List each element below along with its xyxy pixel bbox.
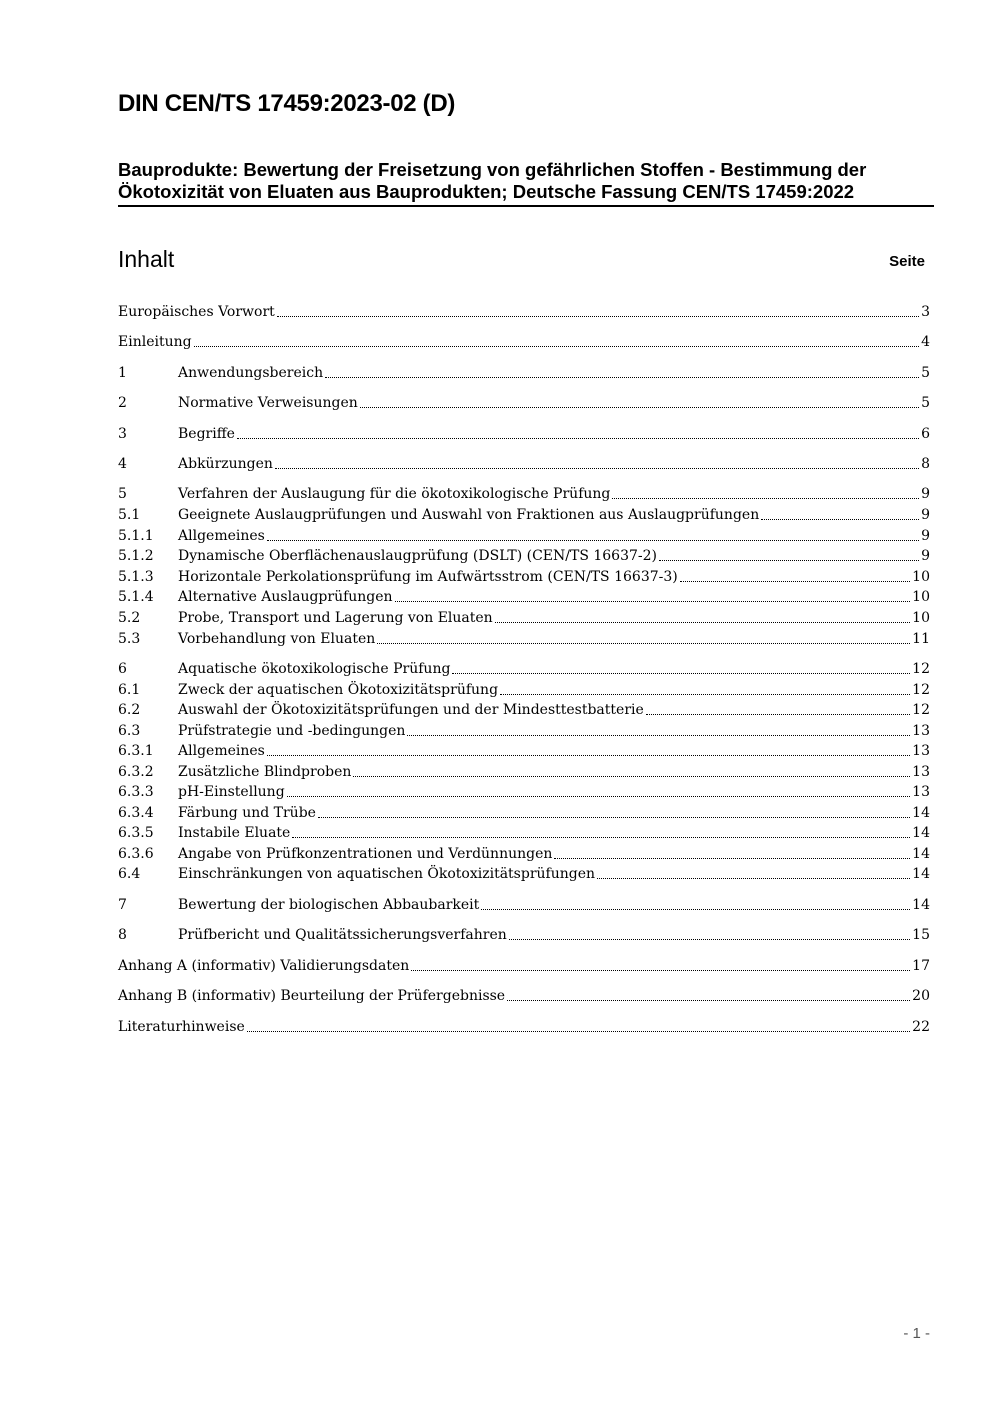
toc-entry-page: 12 [912,661,930,677]
toc-dot-leader [325,377,919,378]
toc-entry[interactable] [118,986,930,1006]
toc-entry-number: 5.1.4 [118,589,154,605]
toc-dot-leader [292,837,910,838]
toc-entry-title: Allgemeines [178,743,265,759]
toc-entry[interactable] [118,454,930,474]
toc-entry-page: 12 [912,702,930,718]
toc-entry[interactable] [118,1017,930,1037]
toc-entry-title: Prüfstrategie und -bedingungen [178,723,406,739]
toc-entry-title: Aquatische ökotoxikologische Prüfung [178,661,451,677]
toc-entry-title: Vorbehandlung von Eluaten [178,631,376,647]
toc-entry-number: 5.2 [118,610,141,626]
toc-entry[interactable] [118,659,930,679]
toc-entry[interactable] [118,424,930,444]
document-title-line-1: Bauprodukte: Bewertung der Freisetzung von gefährlichen Stoffen - Bestimmung der [118,159,867,180]
toc-entry-page: 9 [921,528,930,544]
toc-dot-leader [481,909,910,910]
title-underline [118,205,934,207]
toc-entry[interactable] [118,864,930,884]
toc-entry[interactable] [118,608,930,628]
toc-entry-title: Einschränkungen von aquatischen Ökotoxizitätsprüfungen [178,866,596,882]
toc-entry-title: Abkürzungen [178,456,273,472]
toc-entry-number: 7 [118,897,127,913]
toc-dot-leader [237,438,919,439]
toc-entry[interactable] [118,721,930,741]
toc-dot-leader [509,939,910,940]
toc-dot-leader [267,540,919,541]
toc-entry[interactable] [118,823,930,843]
toc-entry[interactable] [118,700,930,720]
toc-entry[interactable] [118,741,930,761]
toc-entry-page: 20 [912,988,930,1004]
toc-entry[interactable] [118,629,930,649]
toc-dot-leader [452,673,910,674]
toc-dot-leader [318,817,910,818]
toc-entry-number: 6.3.4 [118,805,154,821]
toc-entry-number: 6.1 [118,682,141,698]
toc-entry-page: 14 [912,825,930,841]
toc-entry[interactable] [118,484,930,504]
toc-entry-number: 3 [118,426,127,442]
toc-dot-leader [275,468,919,469]
toc-entry-number: 1 [118,365,127,381]
toc-entry[interactable] [118,567,930,587]
toc-entry-title: Verfahren der Auslaugung für die ökotoxikologische Prüfung [178,486,611,502]
toc-dot-leader [507,1000,910,1001]
toc-entry-title: Horizontale Perkolationsprüfung im Aufwärtsstrom (CEN/TS 16637-3) [178,569,678,585]
toc-dot-leader [395,601,911,602]
toc-entry-title: Zweck der aquatischen Ökotoxizitätsprüfung [178,682,499,698]
toc-dot-leader [360,407,919,408]
toc-dot-leader [495,622,910,623]
toc-entry[interactable] [118,956,930,976]
toc-entry-page: 22 [912,1019,930,1035]
toc-entry-number: 5 [118,486,127,502]
toc-entry[interactable] [118,302,930,322]
toc-entry[interactable] [118,680,930,700]
toc-entry-title: Anhang B (informativ) Beurteilung der Prüfergebnisse [118,988,506,1004]
toc-entry-title: Anwendungsbereich [178,365,324,381]
toc-entry-title: pH-Einstellung [178,784,285,800]
toc-entry-title: Einleitung [118,334,192,350]
toc-entry-number: 5.3 [118,631,141,647]
toc-entry-title: Färbung und Trübe [178,805,316,821]
toc-entry-number: 6.2 [118,702,141,718]
toc-entry-title: Prüfbericht und Qualitätssicherungsverfahren [178,927,507,943]
toc-entry-number: 5.1.3 [118,569,154,585]
toc-dot-leader [646,714,910,715]
toc-entry-number: 6.3.1 [118,743,154,759]
toc-entry-page: 6 [921,426,930,442]
toc-entry-number: 6.3.3 [118,784,154,800]
toc-page-column-label: Seite [889,253,925,270]
toc-entry-page: 17 [912,958,930,974]
toc-dot-leader [407,735,910,736]
toc-entry-number: 5.1.1 [118,528,154,544]
toc-entry-page: 3 [921,304,930,320]
toc-entry-number: 2 [118,395,127,411]
toc-entry-title: Normative Verweisungen [178,395,358,411]
toc-entry[interactable] [118,332,930,352]
toc-entry[interactable] [118,587,930,607]
toc-dot-leader [411,970,910,971]
toc-entry-title: Geeignete Auslaugprüfungen und Auswahl von Fraktionen aus Auslaugprüfungen [178,507,760,523]
toc-entry-page: 14 [912,846,930,862]
toc-dot-leader [353,776,910,777]
toc-entry-page: 15 [912,927,930,943]
toc-dot-leader [597,878,910,879]
toc-entry-page: 5 [921,395,930,411]
toc-entry-page: 10 [912,569,930,585]
toc-entry-page: 14 [912,897,930,913]
toc-entry-number: 6.3.5 [118,825,154,841]
toc-entry-number: 8 [118,927,127,943]
toc-heading: Inhalt [118,246,175,272]
toc-entry[interactable] [118,762,930,782]
toc-entry-page: 8 [921,456,930,472]
toc-dot-leader [277,316,919,317]
toc-entry-title: Europäisches Vorwort [118,304,275,320]
document-title [118,159,936,203]
toc-entry-number: 4 [118,456,127,472]
toc-entry-title: Instabile Eluate [178,825,291,841]
toc-entry-page: 4 [921,334,930,350]
toc-dot-leader [194,346,920,347]
toc-dot-leader [500,694,910,695]
document-id: DIN CEN/TS 17459:2023-02 (D) [118,90,456,117]
toc-entry-title: Probe, Transport und Lagerung von Eluaten [178,610,493,626]
toc-dot-leader [554,858,910,859]
footer-page-number: - 1 - [903,1325,930,1342]
toc-dot-leader [287,796,911,797]
toc-dot-leader [377,643,910,644]
toc-dot-leader [761,519,919,520]
toc-entry[interactable] [118,925,930,945]
toc-entry-number: 5.1 [118,507,141,523]
toc-dot-leader [659,560,919,561]
toc-entry-title: Literaturhinweise [118,1019,245,1035]
toc-entry[interactable] [118,895,930,915]
toc-entry-title: Dynamische Oberflächenauslaugprüfung (DSLT) (CEN/TS 16637-2) [178,548,657,564]
toc-entry-title: Angabe von Prüfkonzentrationen und Verdünnungen [178,846,553,862]
toc-dot-leader [247,1031,910,1032]
toc-entry-page: 9 [921,486,930,502]
toc-entry-title: Allgemeines [178,528,265,544]
toc-entry-number: 5.1.2 [118,548,154,564]
toc-entry-page: 9 [921,507,930,523]
toc-entry-page: 10 [912,589,930,605]
toc-entry-page: 5 [921,365,930,381]
toc-entry[interactable] [118,363,930,383]
toc-entry-page: 13 [912,784,930,800]
toc-entry-page: 9 [921,548,930,564]
toc-entry-title: Zusätzliche Blindproben [178,764,352,780]
toc-dot-leader [612,498,919,499]
document-title-line-2: Ökotoxizität von Eluaten aus Bauprodukten; Deutsche Fassung CEN/TS 17459:2022 [118,181,855,202]
toc-entry-number: 6.4 [118,866,141,882]
toc-dot-leader [267,755,910,756]
toc-entry-page: 13 [912,723,930,739]
toc-entry-page: 13 [912,764,930,780]
toc-entry[interactable] [118,526,930,546]
toc-entry-number: 6 [118,661,127,677]
toc-entry-number: 6.3.2 [118,764,154,780]
toc-entry-title: Begriffe [178,426,235,442]
toc-entry-page: 12 [912,682,930,698]
toc-entry-page: 10 [912,610,930,626]
toc-entry[interactable] [118,393,930,413]
toc-entry[interactable] [118,782,930,802]
toc-entry-page: 13 [912,743,930,759]
toc-entry-number: 6.3.6 [118,846,154,862]
toc-entry-page: 14 [912,805,930,821]
toc-entry-number: 6.3 [118,723,141,739]
toc-entry[interactable] [118,844,930,864]
toc-dot-leader [680,581,910,582]
toc-entry-title: Anhang A (informativ) Validierungsdaten [118,958,410,974]
toc-entry-title: Auswahl der Ökotoxizitätsprüfungen und der Mindesttestbatterie [178,702,644,718]
toc-entry[interactable] [118,546,930,566]
toc-entry-title: Alternative Auslaugprüfungen [178,589,393,605]
toc-entry-page: 14 [912,866,930,882]
toc-entry[interactable] [118,505,930,525]
toc-entry-page: 11 [912,631,930,647]
toc-entry[interactable] [118,803,930,823]
toc-entry-title: Bewertung der biologischen Abbaubarkeit [178,897,480,913]
